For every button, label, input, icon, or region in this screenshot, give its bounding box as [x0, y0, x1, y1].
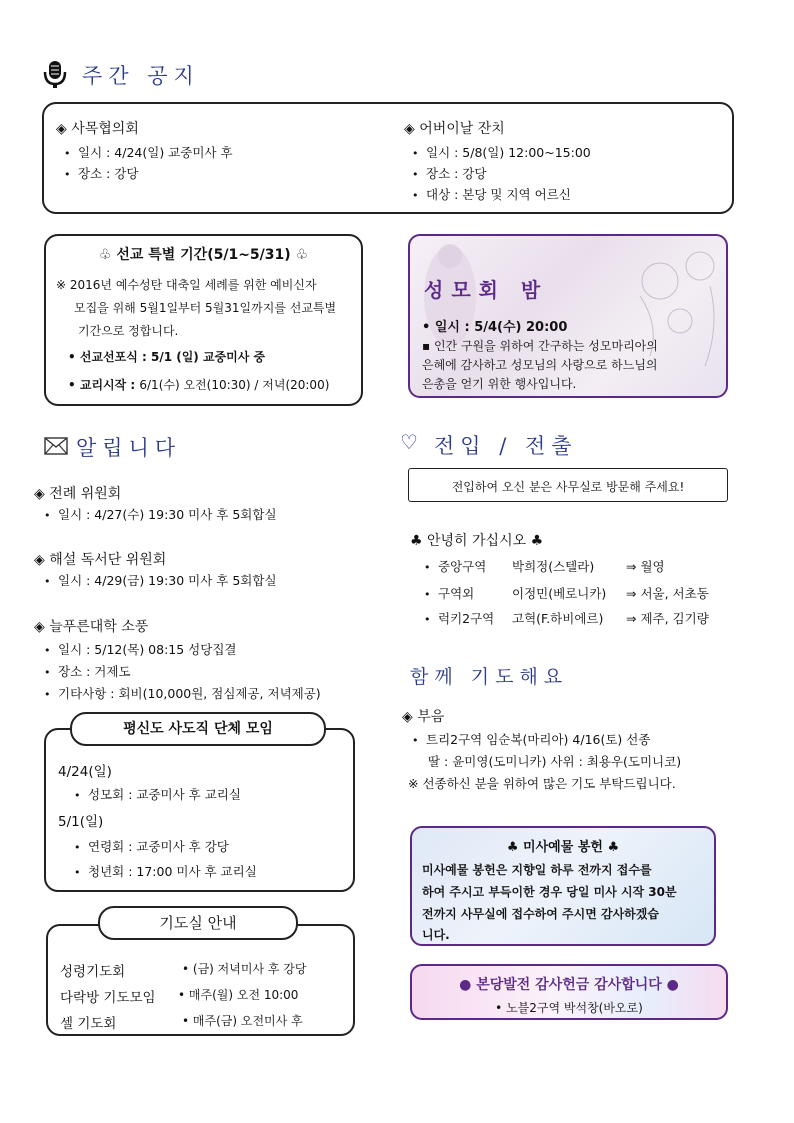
envelope-icon	[44, 437, 68, 458]
mission-class: • 교리시작 : 6/1(수) 오전(10:30) / 저녁(20:00)	[68, 378, 330, 392]
farewell-name: 이정민(베로니카)	[512, 586, 607, 601]
mission-line: ※ 2016년 예수성탄 대축일 세례를 위한 예비신자	[56, 278, 317, 292]
rosary-night-box	[408, 234, 728, 398]
rosary-night-desc: 은혜에 감사하고 성모님의 사랑으로 하느님의	[422, 358, 658, 372]
lay-item: • 연령회 : 교중미사 후 강당	[74, 837, 229, 855]
obituary-line: • 트리2구역 임순복(마리아) 4/16(토) 선종	[412, 730, 650, 748]
council-item: • 일시 : 4/24(일) 교중미사 후	[64, 143, 233, 161]
notice-group-title: ◈ 해설 독서단 위원회	[34, 552, 167, 568]
thanks-title: ● 본당발전 감사헌금 감사합니다 ●	[459, 977, 679, 993]
notice-item: • 기타사항 : 회비(10,000원, 점심제공, 저녁제공)	[44, 684, 321, 702]
lay-item: • 성모회 : 교중미사 후 교리실	[74, 785, 241, 803]
farewell-dest: ⇒ 월영	[626, 559, 665, 574]
farewell-title: ♣ 안녕히 가십시오 ♣	[410, 533, 544, 549]
weekly-notice-title: 주간 공지	[82, 64, 200, 88]
parents-day-title: ◈ 어버이날 잔치	[404, 121, 505, 137]
lay-date: 5/1(일)	[58, 814, 104, 830]
mass-offering-box	[410, 826, 716, 946]
notice-title: 알립니다	[76, 436, 182, 460]
rosary-night-desc: ▪ 인간 구원을 위하여 간구하는 성모마리아의	[422, 339, 658, 353]
thanks-box	[410, 964, 728, 1020]
mass-offering-line: 미사예물 봉헌은 지향일 하루 전까지 접수를	[422, 863, 652, 877]
prayer-room-name: 셀 기도회	[60, 1016, 117, 1032]
prayer-room-name: 다락방 기도모임	[60, 990, 156, 1006]
moving-title: 전입 / 전출	[434, 434, 578, 458]
heart-icon: ♡	[400, 430, 418, 454]
obituary-line: 딸 : 윤미영(도미니카) 사위 : 최용우(도미니코)	[428, 754, 682, 769]
notice-group-title: ◈ 늘푸른대학 소풍	[34, 619, 149, 635]
microphone-icon	[42, 60, 68, 90]
mission-line: 모집을 위해 5월1일부터 5월31일까지를 선교특별	[74, 301, 337, 315]
pray-together-title: 함께 기도해요	[410, 666, 569, 688]
farewell-zone: • 럭키2구역	[424, 609, 494, 627]
obituary-line: ※ 선종하신 분을 위하여 많은 기도 부탁드립니다.	[408, 776, 676, 791]
notice-group-title: ◈ 전례 위원회	[34, 486, 122, 502]
notice-item: • 일시 : 5/12(목) 08:15 성당집결	[44, 640, 236, 658]
thanks-line: • 노블2구역 박석창(바오로)	[495, 1001, 643, 1015]
farewell-zone: • 구역외	[424, 584, 474, 602]
prayer-room-time: • (금) 저녁미사 후 강당	[182, 962, 307, 976]
obituary-title: ◈ 부음	[402, 709, 445, 725]
mass-offering-line: 니다.	[422, 928, 450, 942]
prayer-room-time: • 매주(월) 오전 10:00	[178, 988, 299, 1002]
rosary-night-title: 성모회 밤	[424, 278, 549, 302]
mass-offering-line: 하여 주시고 부득이한 경우 당일 미사 시작 30분	[422, 885, 677, 899]
notice-item: • 일시 : 4/27(수) 19:30 미사 후 5회합실	[44, 505, 277, 523]
farewell-name: 박희정(스텔라)	[512, 559, 595, 574]
farewell-dest: ⇒ 제주, 김기량	[626, 611, 709, 626]
mass-offering-line: 전까지 사무실에 접수하여 주시면 감사하겠습	[422, 907, 659, 921]
lay-item: • 청년회 : 17:00 미사 후 교리실	[74, 862, 257, 880]
prayer-room-time: • 매주(금) 오전미사 후	[182, 1014, 303, 1028]
rosary-night-time: • 일시 : 5/4(수) 20:00	[422, 320, 568, 335]
notice-item: • 일시 : 4/29(금) 19:30 미사 후 5회합실	[44, 571, 277, 589]
mission-line: 기간으로 정합니다.	[78, 324, 179, 338]
prayer-room-title: 기도실 안내	[98, 906, 298, 940]
lay-date: 4/24(일)	[58, 764, 112, 780]
rosary-night-desc: 은총을 얻기 위한 행사입니다.	[422, 377, 577, 391]
mission-title: ♧ 선교 특별 기간(5/1~5/31) ♧	[98, 247, 309, 263]
lay-apostolate-title: 평신도 사도직 단체 모임	[70, 712, 326, 746]
farewell-name: 고혁(F.하비에르)	[512, 611, 604, 626]
prayer-room-name: 성령기도회	[60, 964, 126, 980]
farewell-dest: ⇒ 서울, 서초동	[626, 586, 709, 601]
council-item: • 장소 : 강당	[64, 164, 138, 182]
mission-ceremony: • 선교선포식 : 5/1 (일) 교중미사 중	[68, 350, 266, 364]
parents-day-item: • 장소 : 강당	[412, 164, 486, 182]
mass-offering-title: ♣ 미사예물 봉헌 ♣	[506, 840, 620, 855]
council-title: ◈ 사목협의회	[56, 121, 139, 137]
farewell-zone: • 중앙구역	[424, 557, 486, 575]
parents-day-item: • 일시 : 5/8(일) 12:00~15:00	[412, 143, 591, 161]
parents-day-item: • 대상 : 본당 및 지역 어르신	[412, 185, 571, 203]
welcome-text: 전입하여 오신 분은 사무실로 방문해 주세요!	[451, 480, 685, 494]
notice-item: • 장소 : 거제도	[44, 662, 131, 680]
